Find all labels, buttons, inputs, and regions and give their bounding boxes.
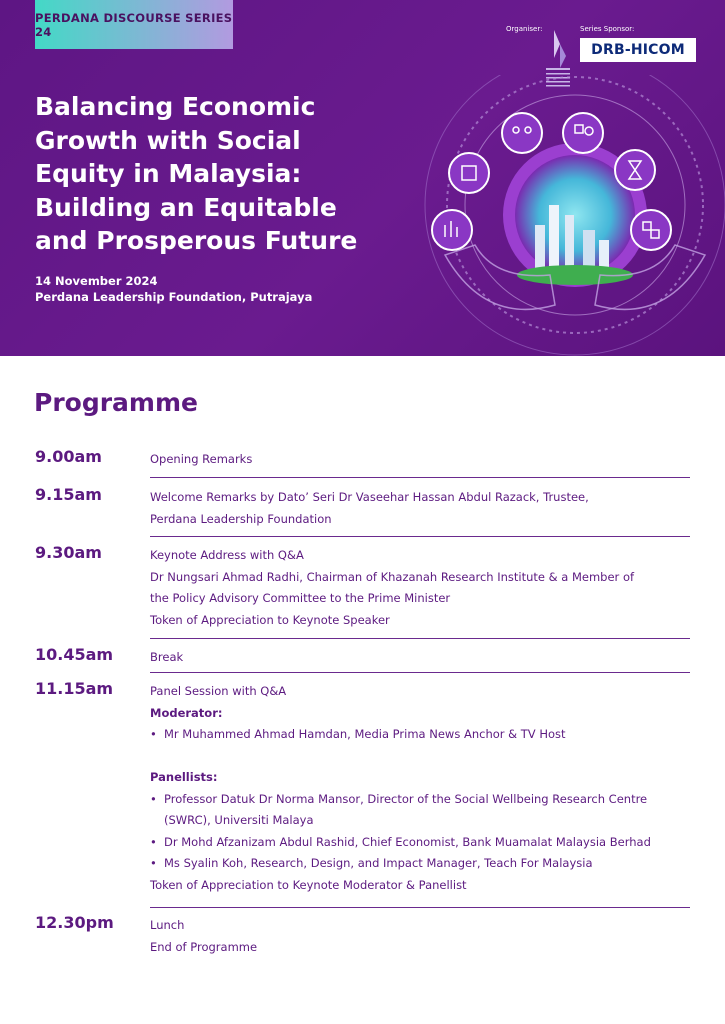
organiser-label: Organiser: — [506, 25, 543, 33]
item-time: 10.45am — [35, 645, 114, 664]
item-line: Welcome Remarks by Dato’ Seri Dr Vaseehar Hassan Abdul Razack, Trustee, — [150, 490, 589, 504]
hero-banner — [0, 0, 725, 356]
series-badge: PERDANA DISCOURSE SERIES 24 — [35, 0, 233, 49]
panellists-label: Panellists: — [150, 770, 218, 784]
divider — [150, 907, 690, 908]
event-title-line: Building an Equitable — [35, 192, 337, 222]
item-line: Token of Appreciation to Keynote Speaker — [150, 612, 390, 627]
panellist-entry: • Professor Datuk Dr Norma Mansor, Director of the Social Wellbeing Research Centre (SWRC), Universiti Malaya — [150, 789, 695, 832]
moderator-entry: • Mr Muhammed Ahmad Hamdan, Media Prima News Anchor & TV Host — [150, 724, 695, 746]
sponsor-name: DRB-HICOM — [591, 42, 685, 58]
spacer — [150, 746, 695, 768]
item-time: 9.30am — [35, 543, 102, 562]
item-description — [150, 915, 695, 958]
item-time: 11.15am — [35, 679, 114, 698]
moderator-label: Moderator: — [150, 705, 223, 720]
item-description — [150, 487, 695, 530]
event-title — [35, 90, 395, 258]
item-line: Opening Remarks — [150, 452, 253, 466]
item-line: Perdana Leadership Foundation — [150, 511, 332, 526]
item-line: Break — [150, 650, 184, 664]
sponsor-logo — [580, 38, 696, 62]
item-line: Keynote Address with Q&A — [150, 548, 304, 562]
item-time: 9.00am — [35, 447, 102, 466]
item-line: End of Programme — [150, 939, 258, 954]
panellist-entry: • Ms Syalin Koh, Research, Design, and Impact Manager, Teach For Malaysia — [150, 853, 695, 875]
item-description — [150, 681, 695, 896]
item-description — [150, 449, 695, 471]
item-line: Lunch — [150, 918, 185, 932]
divider — [150, 638, 690, 639]
panellist-entry: • Dr Mohd Afzanizam Abdul Rashid, Chief Economist, Bank Muamalat Malaysia Berhad — [150, 832, 695, 854]
item-line: Panel Session with Q&A — [150, 684, 287, 698]
divider — [150, 477, 690, 478]
event-title-line: Growth with Social — [35, 125, 301, 155]
programme-heading: Programme — [34, 388, 198, 417]
item-time: 9.15am — [35, 485, 102, 504]
item-description — [150, 545, 695, 631]
item-line: the Policy Advisory Committee to the Prime Minister — [150, 591, 451, 605]
event-title-line: and Prosperous Future — [35, 226, 358, 255]
item-line: Token of Appreciation to Keynote Moderator & Panellist — [150, 877, 467, 892]
event-title-line: Balancing Economic — [35, 92, 316, 121]
event-title-line: Equity in Malaysia: — [35, 159, 302, 188]
event-date: 14 November 2024 — [35, 274, 158, 288]
hands-globe-illustration — [385, 75, 725, 356]
item-line: Dr Nungsari Ahmad Radhi, Chairman of Khazanah Research Institute & a Member of — [150, 569, 635, 584]
divider — [150, 536, 690, 537]
sponsor-label: Series Sponsor: — [580, 25, 635, 33]
item-description — [150, 647, 695, 669]
item-time: 12.30pm — [35, 913, 114, 932]
divider — [150, 672, 690, 673]
event-venue: Perdana Leadership Foundation, Putrajaya — [35, 290, 313, 304]
